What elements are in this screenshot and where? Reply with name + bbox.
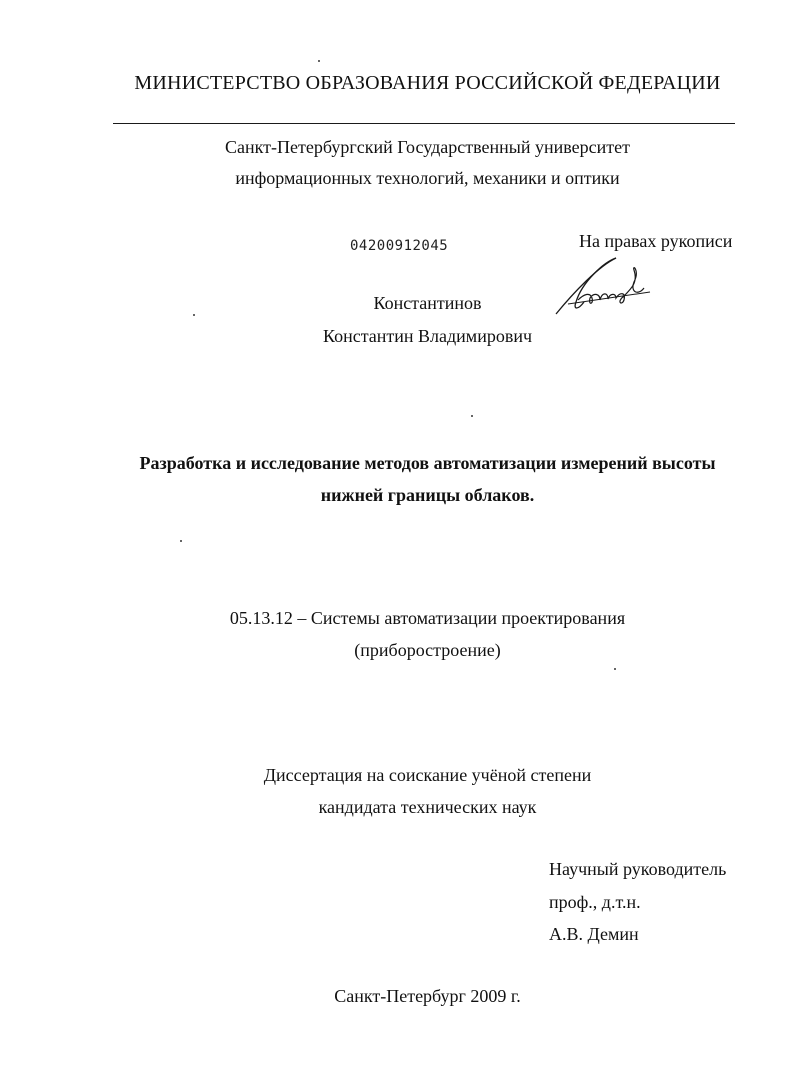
dissertation-title-line2: нижней границы облаков. xyxy=(320,485,535,505)
scan-speck xyxy=(193,314,195,316)
advisor-title: проф., д.т.н. xyxy=(549,892,641,912)
scan-speck xyxy=(471,415,473,417)
specialty-field: (приборостроение) xyxy=(354,640,501,660)
specialty-code: 05.13.12 – Системы автоматизации проектирования xyxy=(229,608,626,628)
university-name-line2: информационных технологий, механики и оптики xyxy=(235,168,620,188)
scan-speck xyxy=(318,60,320,62)
dissertation-title-line1: Разработка и исследование методов автоматизации измерений высоты xyxy=(139,453,716,473)
advisor-role: Научный руководитель xyxy=(549,859,727,879)
header-divider xyxy=(113,123,735,124)
rights-note: На правах рукописи xyxy=(579,231,733,251)
author-given-names: Константин Владимирович xyxy=(322,326,533,346)
city-year: Санкт-Петербург 2009 г. xyxy=(334,986,521,1006)
advisor-name: А.В. Демин xyxy=(549,924,639,944)
degree-statement-line2: кандидата технических наук xyxy=(318,797,537,817)
registration-code: 04200912045 xyxy=(350,238,449,254)
scan-speck xyxy=(614,668,616,670)
author-surname: Константинов xyxy=(373,293,482,313)
university-name-line1: Санкт-Петербургский Государственный университет xyxy=(225,137,630,157)
degree-statement-line1: Диссертация на соискание учёной степени xyxy=(263,765,592,785)
scan-speck xyxy=(180,540,182,542)
ministry-heading: МИНИСТЕРСТВО ОБРАЗОВАНИЯ РОССИЙСКОЙ ФЕДЕРАЦИИ xyxy=(134,72,721,94)
